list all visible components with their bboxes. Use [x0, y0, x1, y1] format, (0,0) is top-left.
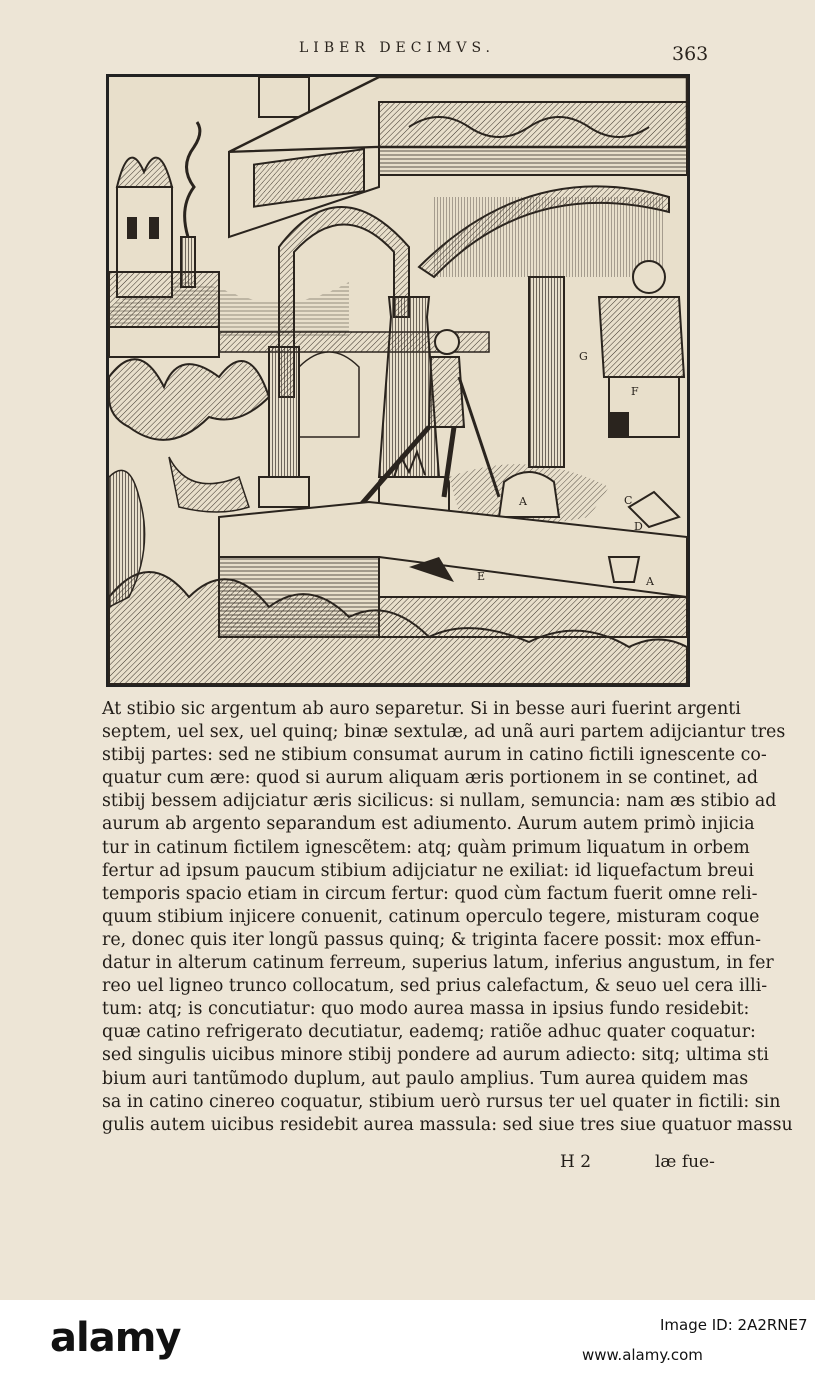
label-e: E	[477, 570, 486, 583]
image-id: Image ID: 2A2RNE7	[660, 1316, 808, 1334]
text-line: septem, uel sex, uel quinq; binæ sextulæ, ad unã auri partem adijciantur tres	[102, 722, 786, 743]
page-footer	[100, 1152, 720, 1176]
alamy-logo: alamy	[50, 1315, 181, 1361]
text-line: fertur ad ipsum paucum stibium adijciatur ne exiliat: id liquefactum breui	[102, 860, 754, 881]
text-line: bium auri tantũmodo duplum, aut paulo amplius. Tum aurea quidem mas	[102, 1068, 749, 1089]
running-head: LIBER DECIMVS.	[299, 40, 495, 56]
text-line: temporis spacio etiam in circum fertur: quod cùm factum fuerit omne reli-	[102, 883, 758, 904]
page-number: 363	[672, 43, 709, 65]
watermark-url: www.alamy.com	[582, 1346, 703, 1364]
woodcut-illustration	[106, 74, 690, 687]
label-f: F	[631, 385, 639, 398]
label-a-vessel: A	[646, 575, 654, 588]
text-line: tur in catinum fictilem ignescẽtem: atq; quàm primum liquatum in orbem	[102, 837, 750, 858]
label-a-pot: A	[519, 495, 527, 508]
text-line: datur in alterum catinum ferreum, superius latum, inferius angustum, in fer	[102, 953, 774, 974]
text-line: aurum ab argento separandum est adiumento. Aurum autem primò injicia	[102, 814, 755, 835]
text-line: quum stibium injicere conuenit, catinum operculo tegere, misturam coque	[102, 906, 760, 927]
text-line: At stibio sic argentum ab auro separetur. Si in besse auri fuerint argenti	[102, 699, 741, 719]
latin-body-text	[102, 698, 793, 1137]
text-line: re, donec quis iter longũ passus quinq; & triginta facere possit: mox effun-	[102, 929, 761, 950]
text-line: sed singulis uicibus minore stibij pondere ad aurum adiecto: sitq; ultima sti	[102, 1045, 769, 1066]
text-line: reo uel ligneo trunco collocatum, sed prius calefactum, & seuo uel cera illi-	[102, 976, 768, 997]
text-line: quæ catino refrigerato decutiatur, eademq; ratiõe adhuc quater coquatur:	[102, 1022, 756, 1043]
text-line: quatur cum ære: quod si aurum aliquam æris portionem in se continet, ad	[102, 768, 758, 789]
label-d: D	[634, 520, 643, 533]
text-line: gulis autem uicibus residebit aurea massula: sed siue tres siue quatuor massu	[102, 1114, 793, 1135]
catchword: læ fue-	[655, 1152, 715, 1172]
text-line: sa in catino cinereo coquatur, stibium uerò rursus ter uel quater in fictili: sin	[102, 1091, 781, 1112]
text-line: tum: atq; is concutiatur: quo modo aurea massa in ipsius fundo residebit:	[102, 999, 750, 1020]
label-g: G	[579, 350, 588, 363]
label-c: C	[624, 494, 633, 507]
signature-mark: H 2	[560, 1152, 592, 1172]
text-line: stibij bessem adijciatur æris sicilicus: si nullam, semuncia: nam æs stibio ad	[102, 791, 777, 812]
text-line: stibij partes: sed ne stibium consumat aurum in catino fictili ignescente co-	[102, 745, 767, 766]
